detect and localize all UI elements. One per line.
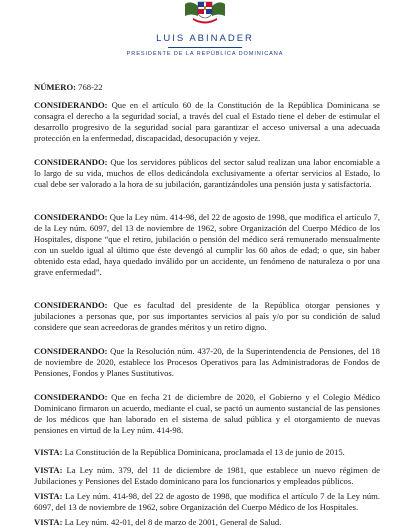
paragraph-text: La Constitución de la República Dominicana, proclamada el 13 de junio de 2015. bbox=[64, 447, 345, 457]
paragraph-label: VISTA: bbox=[34, 447, 63, 457]
paragraph-text: Que los servidores públicos del sector salud realizan una labor encomiable a lo largo de su vida, muchos de ellos dedicándola exclusivamente a ofertar servicios al Estado, lo cual debe ser valorado a la hora de su jubilación, garantizándoles una pensión justa y satisfactoria. bbox=[34, 157, 380, 189]
president-name: LUIS ABINADER bbox=[156, 33, 254, 44]
president-title: PRESIDENTE DE LA REPÚBLICA DOMINICANA bbox=[126, 51, 284, 57]
considerando-paragraph bbox=[34, 157, 380, 190]
vista-paragraph bbox=[34, 517, 380, 528]
paragraph-label: VISTA: bbox=[34, 465, 63, 475]
considerando-paragraph bbox=[34, 300, 380, 333]
header-rule bbox=[168, 47, 242, 48]
considerando-paragraph bbox=[34, 100, 380, 144]
paragraph-text: Que la Ley núm. 414-98, del 22 de agosto de 1998, que modifica el artículo 7, de la Ley núm. 6097, del 13 de noviembre de 1962, sobre Organización del Cuerpo Médico de los Hospitales, dispone “que el retiro, jubilación o pensión del médico será remunerado mensualmente con un sueldo igual al último que éste devengó al cumplir los 60 años de edad; o que, sin haber obtenido esta edad, haya quedado inválido por un accidente, un fenómeno de naturaleza o por una grave enfermedad”. bbox=[34, 212, 380, 277]
decree-number bbox=[34, 82, 103, 92]
considerando-paragraph bbox=[34, 346, 380, 379]
considerando-paragraph bbox=[34, 392, 380, 436]
paragraph-label: VISTA: bbox=[34, 517, 63, 527]
considerando-paragraph bbox=[34, 212, 380, 278]
paragraph-label: CONSIDERANDO: bbox=[34, 392, 108, 402]
paragraph-text: La Ley núm. 414-98, del 22 de agosto de 1998, que modifica el artículo 7 de la Ley núm. 6097, del 13 de noviembre de 1962, sobre Organización del Cuerpo Médico de los Hospitales. bbox=[34, 491, 380, 512]
coat-of-arms-icon bbox=[183, 0, 227, 24]
paragraph-text: Que en fecha 21 de diciembre de 2020, el Gobierno y el Colegio Médico Dominicano firmaron un acuerdo, mediante el cual, se pactó un aumento sustancial de las pensiones de los médicos que han laborado en el sistema de salud pública y el otorgamiento de nuevas pensiones en virtud de la Ley núm. 414-98. bbox=[34, 392, 380, 435]
paragraph-text: La Ley núm. 42-01, del 8 de marzo de 2001, General de Salud. bbox=[64, 517, 282, 527]
decree-number-label: NÚMERO: bbox=[34, 82, 77, 92]
paragraph-text: La Ley núm. 379, del 11 de diciembre de 1981, que establece un nuevo régimen de Jubilaciones y Pensiones del Estado dominicano para los funcionarios y empleados públicos. bbox=[34, 465, 380, 486]
paragraph-label: CONSIDERANDO: bbox=[34, 157, 108, 167]
paragraph-label: CONSIDERANDO: bbox=[34, 346, 108, 356]
vista-paragraph bbox=[34, 447, 380, 458]
paragraph-text: Que en el artículo 60 de la Constitución de la República Dominicana se consagra el derecho a la seguridad social, a través del cual el Estado tiene el deber de estimular el desarrollo progresivo de la seguridad social para garantizar el acceso universal a una adecuada protección en la enfermedad, discapacidad, desocupación y vejez. bbox=[34, 100, 380, 143]
paragraph-text: Que es facultad del presidente de la República otorgar pensiones y jubilaciones a personas que, por sus importantes servicios al país y/o por su condición de salud considere que sean acreedoras de grandes méritos y un retiro digno. bbox=[34, 300, 381, 332]
vista-paragraph bbox=[34, 465, 380, 487]
paragraph-label: VISTA: bbox=[34, 491, 63, 501]
vista-paragraph bbox=[34, 491, 380, 513]
paragraph-text: Que la Resolución núm. 437-20, de la Superintendencia de Pensiones, del 18 de noviembre de 2020, establece los Procesos Operativos para las Administradoras de Fondos de Pensiones, Fondos y Planes Sustitutivos. bbox=[34, 346, 380, 378]
paragraph-label: CONSIDERANDO: bbox=[34, 212, 108, 222]
paragraph-label: CONSIDERANDO: bbox=[34, 300, 108, 310]
paragraph-label: CONSIDERANDO: bbox=[34, 100, 108, 110]
decree-number-value: 768-22 bbox=[78, 82, 103, 92]
